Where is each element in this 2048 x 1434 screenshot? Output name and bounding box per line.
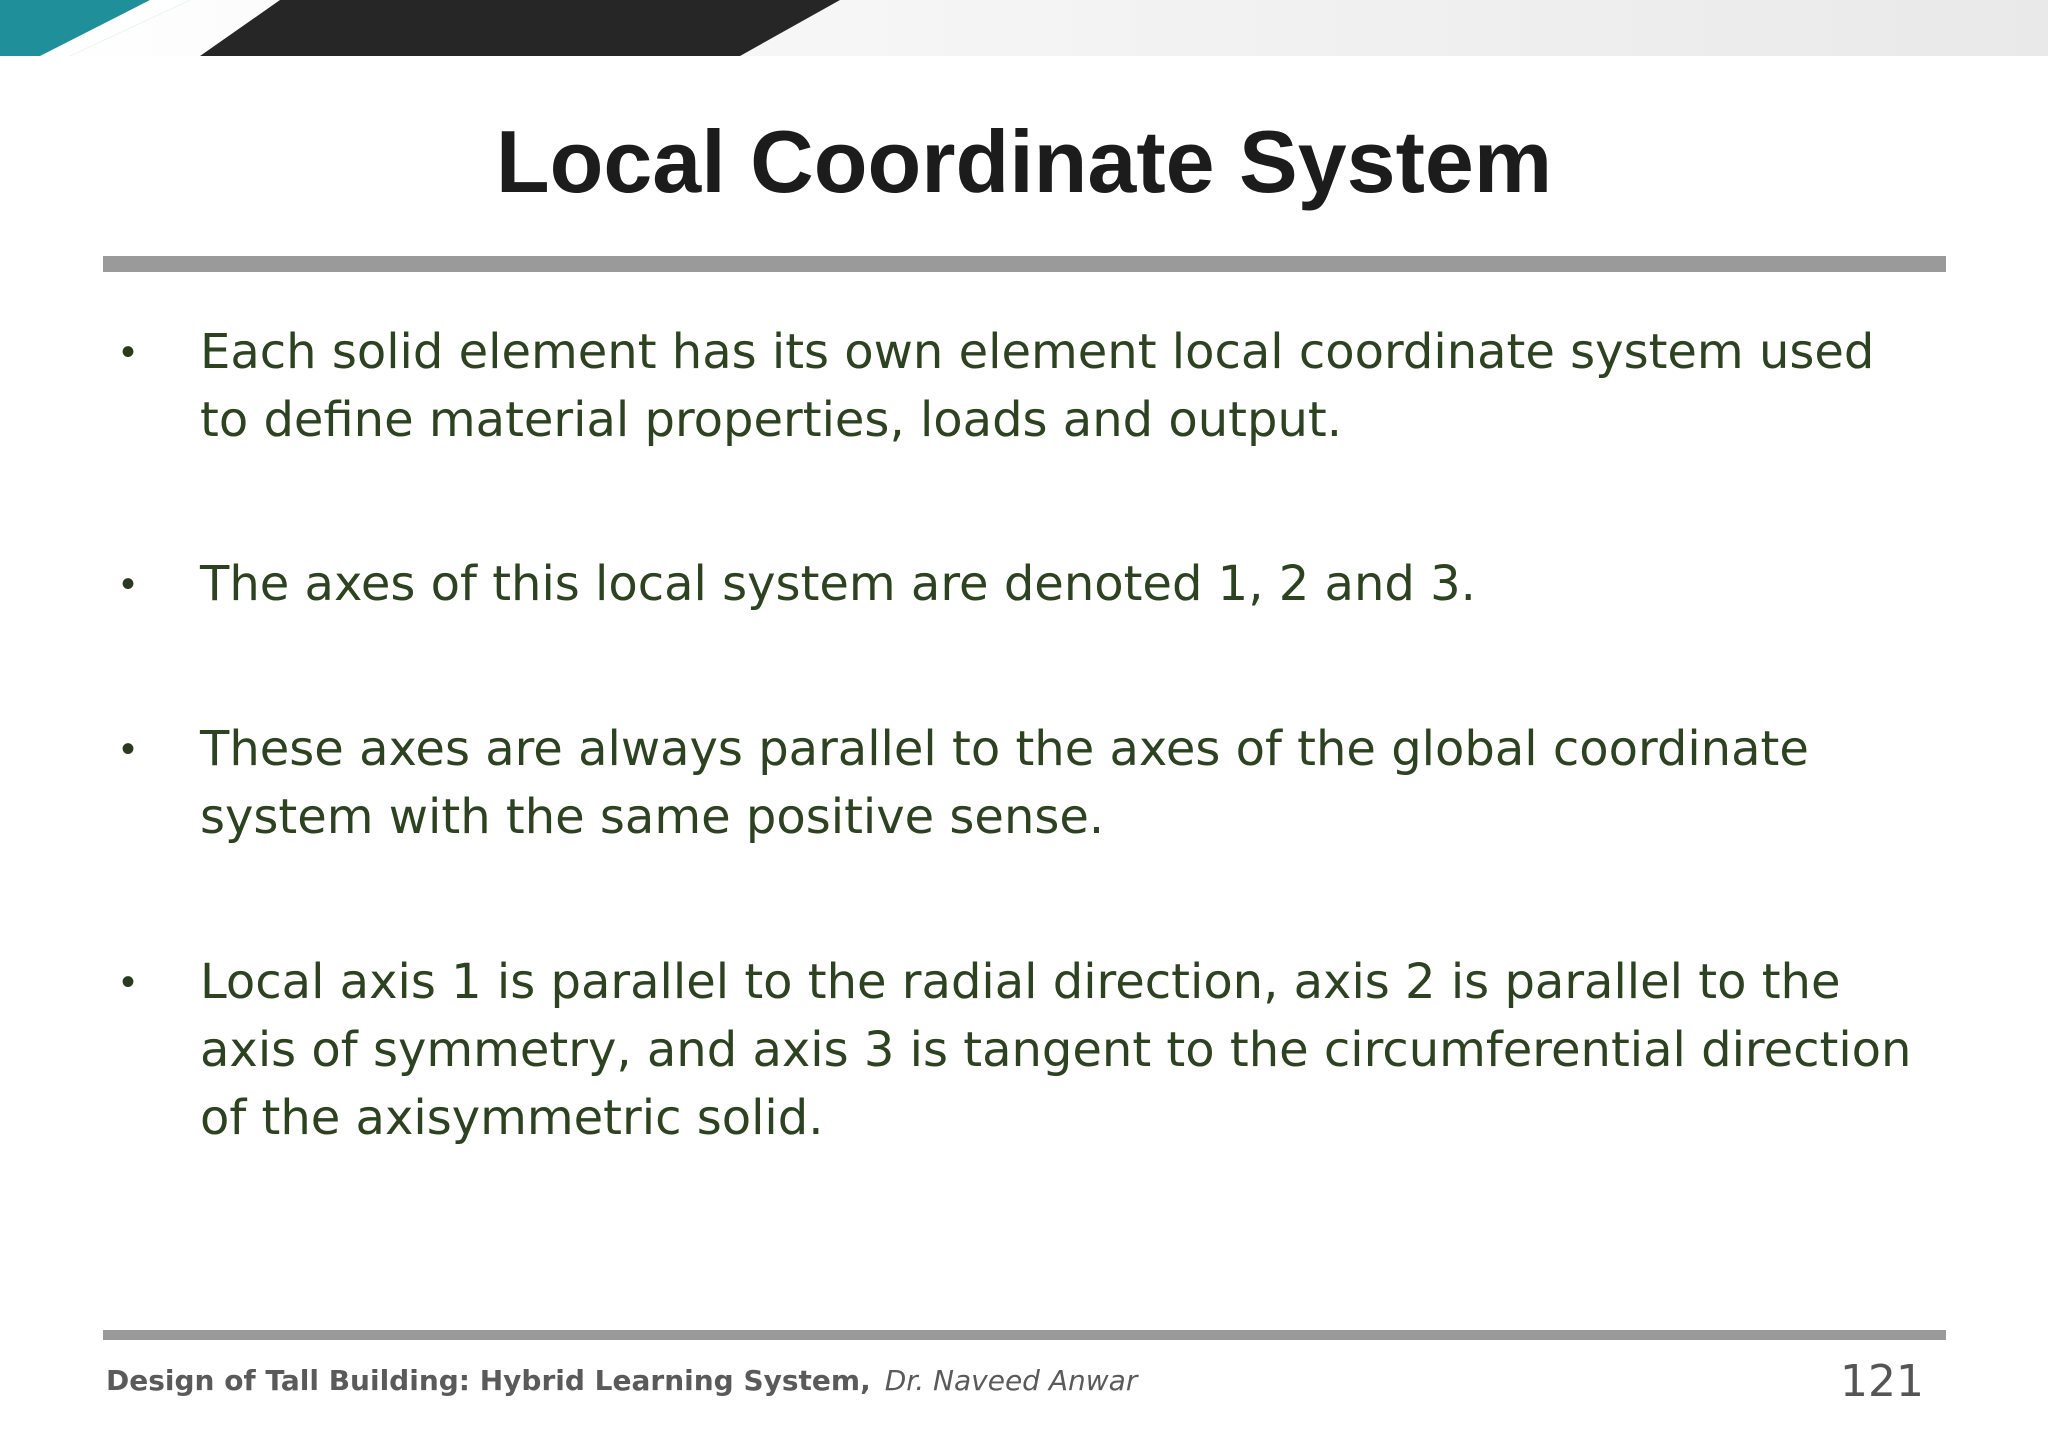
slide-title: Local Coordinate System <box>495 112 1553 211</box>
bullet-icon: • <box>121 960 136 1004</box>
footer-credit <box>106 1364 1137 1397</box>
bullet-text: Each solid element has its own element local coordinate system used to define material properties, loads and output. <box>200 324 1875 448</box>
footer-author: Dr. Naveed Anwar <box>884 1364 1138 1397</box>
footer-divider <box>103 1330 1946 1340</box>
bullet-icon: • <box>121 330 136 374</box>
footer-course: Design of Tall Building: Hybrid Learning System, <box>106 1364 871 1397</box>
bullet-icon: • <box>121 562 136 606</box>
page-number: 121 <box>1840 1356 1924 1407</box>
header-stripes-graphic <box>0 0 2048 56</box>
bullet-icon: • <box>121 727 136 771</box>
bullet-text: The axes of this local system are denoted 1, 2 and 3. <box>200 556 1476 612</box>
title-divider <box>103 256 1946 272</box>
bullet-text: Local axis 1 is parallel to the radial direction, axis 2 is parallel to the axis of symmetry, and axis 3 is tangent to the circumferential direction of the axisymmetric solid. <box>200 954 1912 1146</box>
bullet-text: These axes are always parallel to the axes of the global coordinate system with the same positive sense. <box>200 721 1809 845</box>
header-decoration-band <box>0 0 2048 56</box>
